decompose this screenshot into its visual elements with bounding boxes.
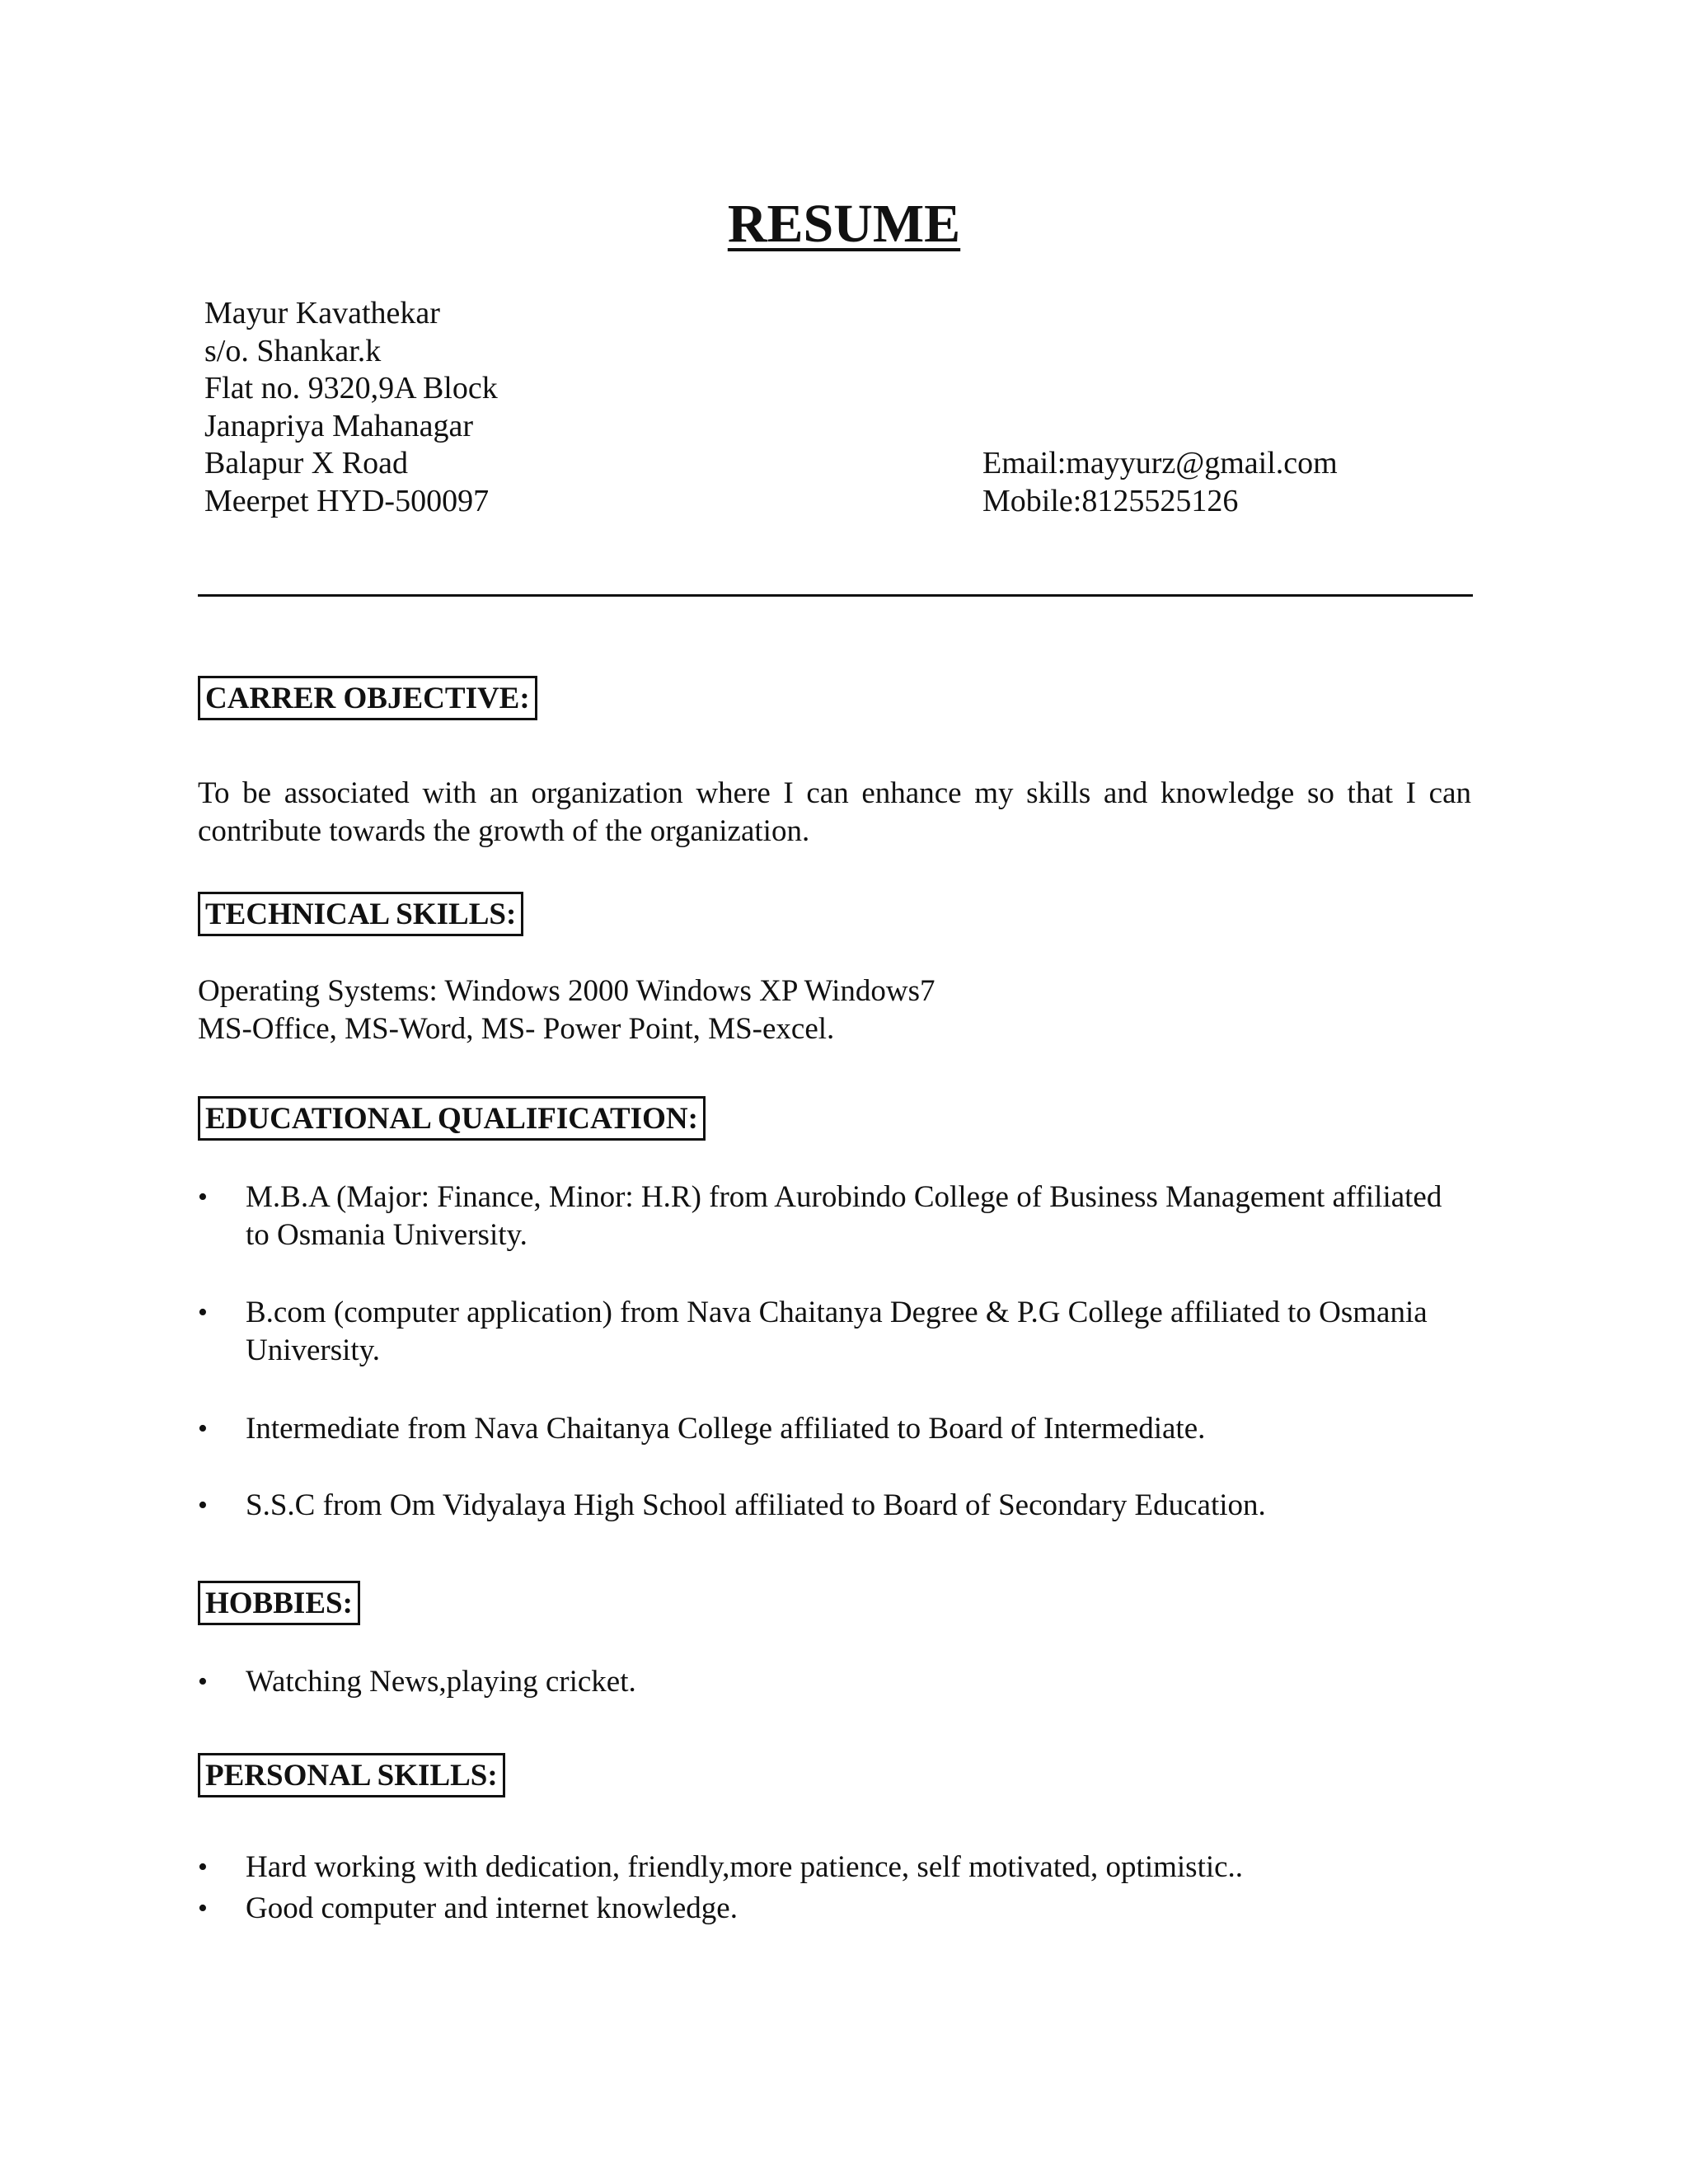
objective-heading: CARRER OBJECTIVE:	[198, 676, 537, 720]
address-line: Balapur X Road	[204, 446, 408, 480]
page-title: RESUME	[727, 194, 961, 254]
bullet-icon: •	[198, 1893, 208, 1924]
email-text: Email:mayyurz@gmail.com	[982, 446, 1338, 480]
address-line: Meerpet HYD-500097	[204, 483, 490, 518]
bullet-icon: •	[198, 1490, 208, 1521]
technical-skills-heading: TECHNICAL SKILLS:	[198, 892, 523, 936]
list-item	[198, 1294, 1471, 1370]
hobbies-heading: HOBBIES:	[198, 1581, 360, 1625]
education-item-text: M.B.A (Major: Finance, Minor: H.R) from Aurobindo College of Business Management affiliated to Osmania University.	[246, 1180, 1442, 1252]
list-item	[198, 1663, 1471, 1701]
mobile-text: Mobile:8125525126	[982, 483, 1239, 518]
list-item	[198, 1487, 1471, 1525]
list-item	[198, 1849, 1471, 1886]
list-item	[198, 1179, 1471, 1254]
address-block	[204, 295, 498, 520]
hobby-item-text: Watching News,playing cricket.	[246, 1665, 636, 1699]
address-line: Janapriya Mahanagar	[204, 408, 474, 443]
personal-skill-text: Hard working with dedication, friendly,more patience, self motivated, optimistic..	[246, 1850, 1244, 1884]
bullet-icon: •	[198, 1297, 208, 1328]
technical-skills-line: Operating Systems: Windows 2000 Windows XP Windows7	[198, 974, 935, 1008]
technical-skills-line: MS-Office, MS-Word, MS- Power Point, MS-excel.	[198, 1012, 835, 1046]
education-item-text: S.S.C from Om Vidyalaya High School affiliated to Board of Secondary Education.	[246, 1488, 1266, 1522]
bullet-icon: •	[198, 1666, 208, 1697]
candidate-name: Mayur Kavathekar	[204, 296, 440, 330]
address-line: Flat no. 9320,9A Block	[204, 371, 498, 405]
list-item	[198, 1890, 1471, 1928]
bullet-icon: •	[198, 1182, 208, 1212]
education-item-text: Intermediate from Nava Chaitanya College affiliated to Board of Intermediate.	[246, 1412, 1206, 1446]
bullet-icon: •	[198, 1852, 208, 1882]
objective-text: To be associated with an organization where I can enhance my skills and knowledge so that I can contribute towards the growth of the organization.	[198, 776, 1471, 848]
contact-block	[982, 445, 1338, 520]
header-divider	[198, 594, 1473, 597]
personal-skill-text: Good computer and internet knowledge.	[246, 1891, 738, 1925]
list-item	[198, 1410, 1471, 1448]
bullet-icon: •	[198, 1413, 208, 1444]
address-line: s/o. Shankar.k	[204, 333, 382, 368]
personal-skills-heading: PERSONAL SKILLS:	[198, 1753, 505, 1797]
education-item-text: B.com (computer application) from Nava Chaitanya Degree & P.G College affiliated to Osmania University.	[246, 1296, 1428, 1367]
education-heading: EDUCATIONAL QUALIFICATION:	[198, 1096, 706, 1141]
